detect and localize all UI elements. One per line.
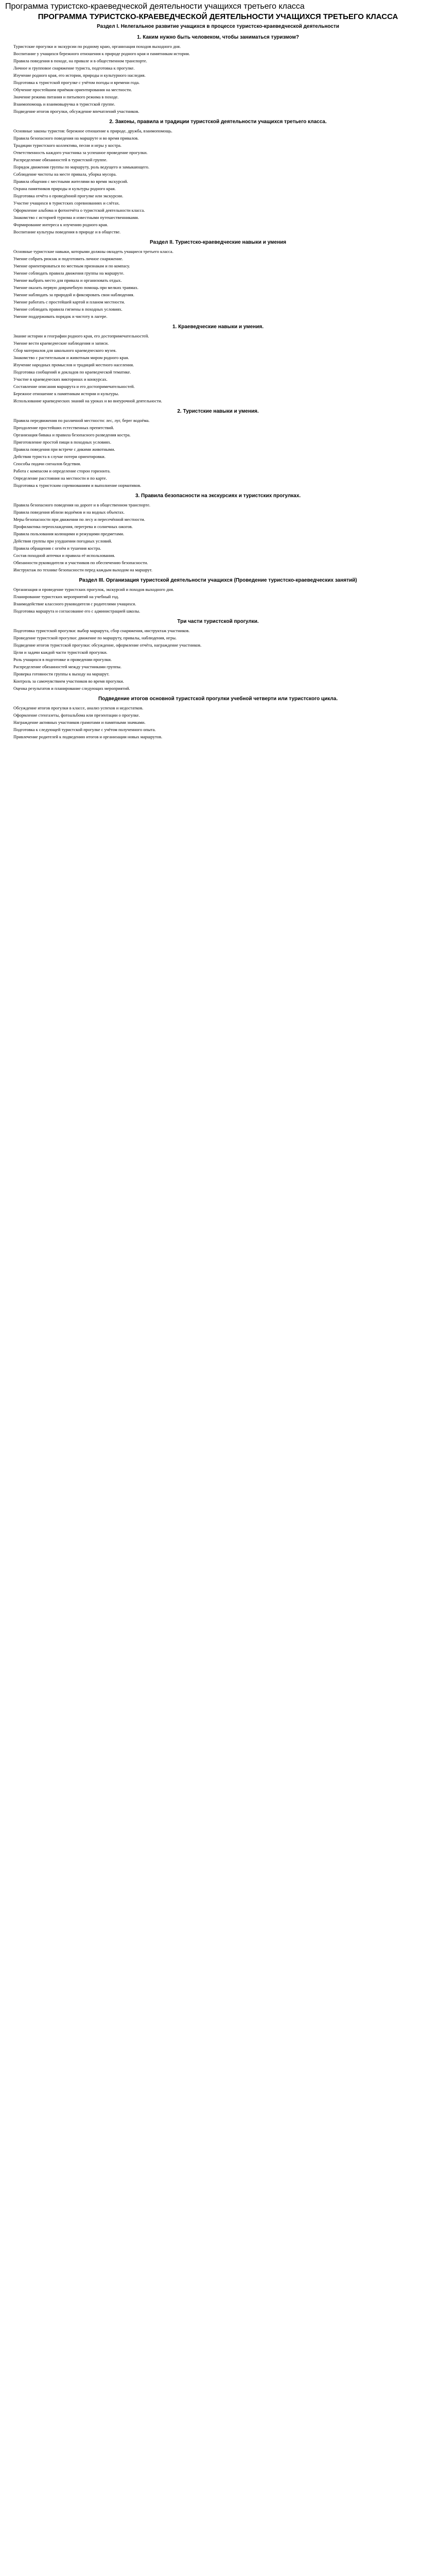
paragraph: Умение наблюдать за природой и фиксировать свои наблюдения. [13, 292, 134, 297]
document-title: Программа туристско-краеведческой деятельности учащихся третьего класса [5, 2, 305, 11]
section-heading: 1. Краеведческие навыки и умения. [172, 324, 264, 330]
document-heading: ПРОГРАММА ТУРИСТСКО-КРАЕВЕДЧЕСКОЙ ДЕЯТЕЛЬНОСТИ УЧАЩИХСЯ ТРЕТЬЕГО КЛАССА [38, 12, 398, 21]
paragraph: Правила общения с местными жителями во время экскурсий. [13, 179, 128, 184]
paragraph: Оформление альбома и фотоотчёта о туристской деятельности класса. [13, 208, 145, 213]
paragraph: Составление описания маршрута и его достопримечательностей. [13, 384, 135, 389]
paragraph: Правила поведения вблизи водоёмов и на водных объектах. [13, 510, 125, 515]
paragraph: Правила передвижения по различной местности: лес, луг, берег водоёма. [13, 418, 150, 423]
paragraph: Преодоление простейших естественных препятствий. [13, 425, 114, 430]
paragraph: Умение работать с простейшей картой и планом местности. [13, 299, 125, 304]
paragraph: Правила безопасного поведения на маршруте и во время привалов. [13, 135, 139, 141]
paragraph: Взаимопомощь и взаимовыручка в туристской группе. [13, 101, 115, 107]
paragraph: Участие в краеведческих викторинах и конкурсах. [13, 377, 108, 382]
paragraph: Подведение итогов прогулки, обсуждение впечатлений участников. [13, 109, 139, 114]
paragraph: Подготовка туристской прогулки: выбор маршрута, сбор снаряжения, инструктаж участников. [13, 628, 190, 633]
paragraph: Изучение народных промыслов и традиций местного населения. [13, 362, 134, 367]
document-subheading: Раздел I. Нелегальное развитие учащихся в процессе туристско-краеведческой деятельности [97, 24, 339, 29]
paragraph: Роль учащихся в подготовке и проведении прогулки. [13, 657, 112, 662]
paragraph: Знакомство с историей туризма и известными путешественниками. [13, 215, 139, 220]
paragraph: Цели и задачи каждой части туристской прогулки. [13, 650, 108, 655]
paragraph: Привлечение родителей к подведению итогов и организации новых маршрутов. [13, 734, 163, 739]
paragraph: Изучение родного края, его истории, природы и культурного наследия. [13, 73, 146, 78]
paragraph: Взаимодействие классного руководителя с родителями учащихся. [13, 601, 136, 606]
paragraph: Участие учащихся в туристских соревнованиях и слётах. [13, 200, 120, 206]
section-heading: Подведение итогов основной туристской прогулки учебной четверти или туристского цикла. [98, 696, 338, 702]
paragraph: Воспитание у учащихся бережного отношения к природе родного края и памятникам истории. [13, 51, 190, 56]
paragraph: Личное и групповое снаряжение туриста, подготовка к прогулке. [13, 65, 135, 71]
paragraph: Значение режима питания и питьевого режима в походе. [13, 94, 119, 99]
paragraph: Туристские прогулки и экскурсии по родному краю, организация походов выходного дня. [13, 44, 181, 49]
paragraph: Действия группы при ухудшении погодных условий. [13, 538, 112, 544]
section-heading: Раздел III. Организация туристской деятельности учащихся (Проведение туристско-краеведческих занятий) [79, 578, 357, 583]
paragraph: Умение собрать рюкзак и подготовить личное снаряжение. [13, 256, 124, 261]
paragraph: Правила поведения при встрече с дикими животными. [13, 447, 115, 452]
paragraph: Умение ориентироваться по местным признакам и по компасу. [13, 263, 130, 268]
paragraph: Основные законы туристов: бережное отношение к природе, дружба, взаимопомощь. [13, 128, 172, 133]
paragraph: Организация и проведение туристских прогулок, экскурсий и походов выходного дня. [13, 587, 174, 592]
paragraph: Правила пользования колющими и режущими предметами. [13, 531, 125, 536]
paragraph: Правила обращения с огнём и тушения костра. [13, 546, 101, 551]
paragraph: Организация бивака и правила безопасного разведения костра. [13, 432, 131, 437]
paragraph: Соблюдение чистоты на месте привала, уборка мусора. [13, 172, 117, 177]
paragraph: Инструктаж по технике безопасности перед каждым выходом на маршрут. [13, 567, 153, 572]
paragraph: Ответственность каждого участника за успешное проведение прогулки. [13, 150, 148, 155]
paragraph: Формирование интереса к изучению родного края. [13, 222, 108, 227]
paragraph: Работа с компасом и определение сторон горизонта. [13, 468, 111, 473]
paragraph: Порядок движения группы по маршруту, роль ведущего и замыкающего. [13, 164, 149, 170]
section-heading: 3. Правила безопасности на экскурсиях и туристских прогулках. [135, 493, 301, 499]
paragraph: Бережное отношение к памятникам истории и культуры. [13, 391, 119, 396]
paragraph: Распределение обязанностей в туристской группе. [13, 157, 108, 162]
paragraph: Определение расстояния на местности и по карте. [13, 476, 107, 481]
paragraph: Умение соблюдать правила гигиены в походных условиях. [13, 307, 123, 312]
paragraph: Профилактика переохлаждения, перегрева и солнечных ожогов. [13, 524, 133, 529]
paragraph: Подготовка к следующей туристской прогулке с учётом полученного опыта. [13, 727, 156, 732]
paragraph: Основные туристские навыки, которыми должны овладеть учащиеся третьего класса. [13, 249, 173, 254]
paragraph: Обязанности руководителя и участников по обеспечению безопасности. [13, 560, 148, 565]
paragraph: Подготовка отчёта о проведённой прогулке или экскурсии. [13, 193, 124, 198]
paragraph: Проверка готовности группы к выходу на маршрут. [13, 671, 110, 676]
paragraph: Знакомство с растительным и животным миром родного края. [13, 355, 129, 360]
paragraph: Обучение простейшим приёмам ориентирования на местности. [13, 87, 132, 92]
section-heading: Три части туристской прогулки. [177, 619, 259, 624]
paragraph: Умение соблюдать правила движения группы на маршруте. [13, 270, 125, 276]
paragraph: Планирование туристских мероприятий на учебный год. [13, 594, 119, 599]
paragraph: Правила безопасного поведения на дороге и в общественном транспорте. [13, 502, 151, 507]
paragraph: Проведение туристской прогулки: движение по маршруту, привалы, наблюдения, игры. [13, 635, 177, 640]
section-heading: 2. Туристские навыки и умения. [177, 409, 259, 414]
paragraph: Меры безопасности при движении по лесу и пересечённой местности. [13, 517, 145, 522]
section-heading: Раздел II. Туристско-краеведческие навыки и умения [150, 240, 286, 245]
paragraph: Подготовка к туристским соревнованиям и выполнение нормативов. [13, 483, 142, 488]
section-heading: 1. Каким нужно быть человеком, чтобы заниматься туризмом? [137, 35, 299, 40]
paragraph: Подведение итогов туристской прогулки: обсуждение, оформление отчёта, награждение участников. [13, 642, 202, 648]
paragraph: Умение поддерживать порядок и чистоту в лагере. [13, 314, 108, 319]
paragraph: Традиции туристского коллектива, песни и игры у костра. [13, 143, 122, 148]
paragraph: Подготовка к туристской прогулке с учётом погоды и времени года. [13, 80, 140, 85]
paragraph: Оценка результатов и планирование следующих мероприятий. [13, 686, 130, 691]
paragraph: Способы подачи сигналов бедствия. [13, 461, 81, 466]
paragraph: Умение оказать первую доврачебную помощь при мелких травмах. [13, 285, 138, 290]
paragraph: Подготовка маршрута и согласование его с администрацией школы. [13, 608, 141, 614]
paragraph: Распределение обязанностей между участниками группы. [13, 664, 121, 669]
paragraph: Умение выбрать место для привала и организовать отдых. [13, 278, 122, 283]
paragraph: Охрана памятников природы и культуры родного края. [13, 186, 116, 191]
paragraph: Знание истории и географии родного края, его достопримечательностей. [13, 333, 149, 338]
paragraph: Оформление стенгазеты, фотоальбома или презентации о прогулке. [13, 713, 140, 718]
paragraph: Контроль за самочувствием участников во время прогулки. [13, 679, 124, 684]
section-heading: 2. Законы, правила и традиции туристской деятельности учащихся третьего класса. [109, 119, 327, 125]
paragraph: Обсуждение итогов прогулки в классе, анализ успехов и недостатков. [13, 705, 144, 710]
paragraph: Приготовление простой пищи в походных условиях. [13, 439, 111, 445]
paragraph: Сбор материалов для школьного краеведческого музея. [13, 348, 117, 353]
paragraph: Награждение активных участников грамотами и памятными значками. [13, 720, 146, 725]
paragraph: Использование краеведческих знаний на уроках и во внеурочной деятельности. [13, 398, 162, 403]
paragraph: Состав походной аптечки и правила её использования. [13, 553, 115, 558]
paragraph: Подготовка сообщений и докладов по краеведческой тематике. [13, 369, 131, 375]
document-body [5, 34, 431, 740]
paragraph: Правила поведения в походе, на привале и в общественном транспорте. [13, 58, 147, 63]
paragraph: Действия туриста в случае потери ориентировки. [13, 454, 106, 459]
paragraph: Воспитание культуры поведения в природе и в обществе. [13, 229, 121, 234]
paragraph: Умение вести краеведческие наблюдения и записи. [13, 341, 109, 346]
